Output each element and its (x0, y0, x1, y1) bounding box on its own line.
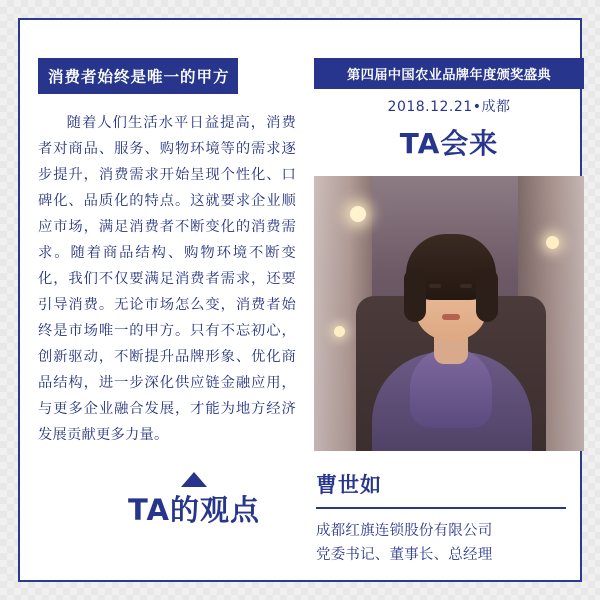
photo-light-icon (546, 236, 559, 249)
photo-light-icon (334, 326, 345, 337)
left-column (38, 58, 296, 448)
triangle-up-icon (181, 472, 207, 487)
article-body (38, 110, 296, 448)
photo-person-hair-left (404, 268, 426, 322)
photo-person-hair-right (476, 268, 498, 322)
article-paragraph: 随着人们生活水平日益提高，消费者对商品、服务、购物环境等的需求逐步提升，消费需求开始呈现个性化、口碑化、品质化的特点。这就要求企业顺应市场，满足消费者不断变化的消费需求。随着商品结构、购物环境不断变化，我们不仅要满足消费者需求，还要引导消费。无论市场怎么变，消费者始终是市场唯一的甲方。只有不忘初心，创新驱动，不断提升品牌形象、优化商品结构，进一步深化供应链金融应用，与更多企业融合发展，才能为地方经济发展贡献更多力量。 (38, 115, 296, 443)
poster-frame (18, 18, 582, 582)
person-title-line-1: 成都红旗连锁股份有限公司 (316, 523, 493, 539)
ta-attendance-title: TA会来 (399, 127, 499, 160)
viewpoint-label: TA的观点 (128, 493, 260, 527)
event-date: 2018.12.21•成都 (387, 99, 511, 115)
right-column (314, 58, 584, 567)
portrait-photo (314, 176, 584, 451)
photo-person-eye-left (429, 284, 441, 288)
divider (316, 507, 566, 509)
event-title-banner: 第四届中国农业品牌年度颁奖盛典 (314, 58, 584, 89)
person-name: 曹世如 (316, 473, 382, 497)
person-info-block (314, 469, 584, 567)
headline-banner: 消费者始终是唯一的甲方 (38, 58, 238, 94)
photo-person-eye-right (460, 284, 472, 288)
person-title-line-2: 党委书记、董事长、总经理 (316, 547, 493, 563)
photo-light-icon (350, 206, 366, 222)
poster-inner (20, 20, 580, 580)
viewpoint-block (94, 472, 294, 527)
photo-person-mouth (442, 314, 460, 320)
